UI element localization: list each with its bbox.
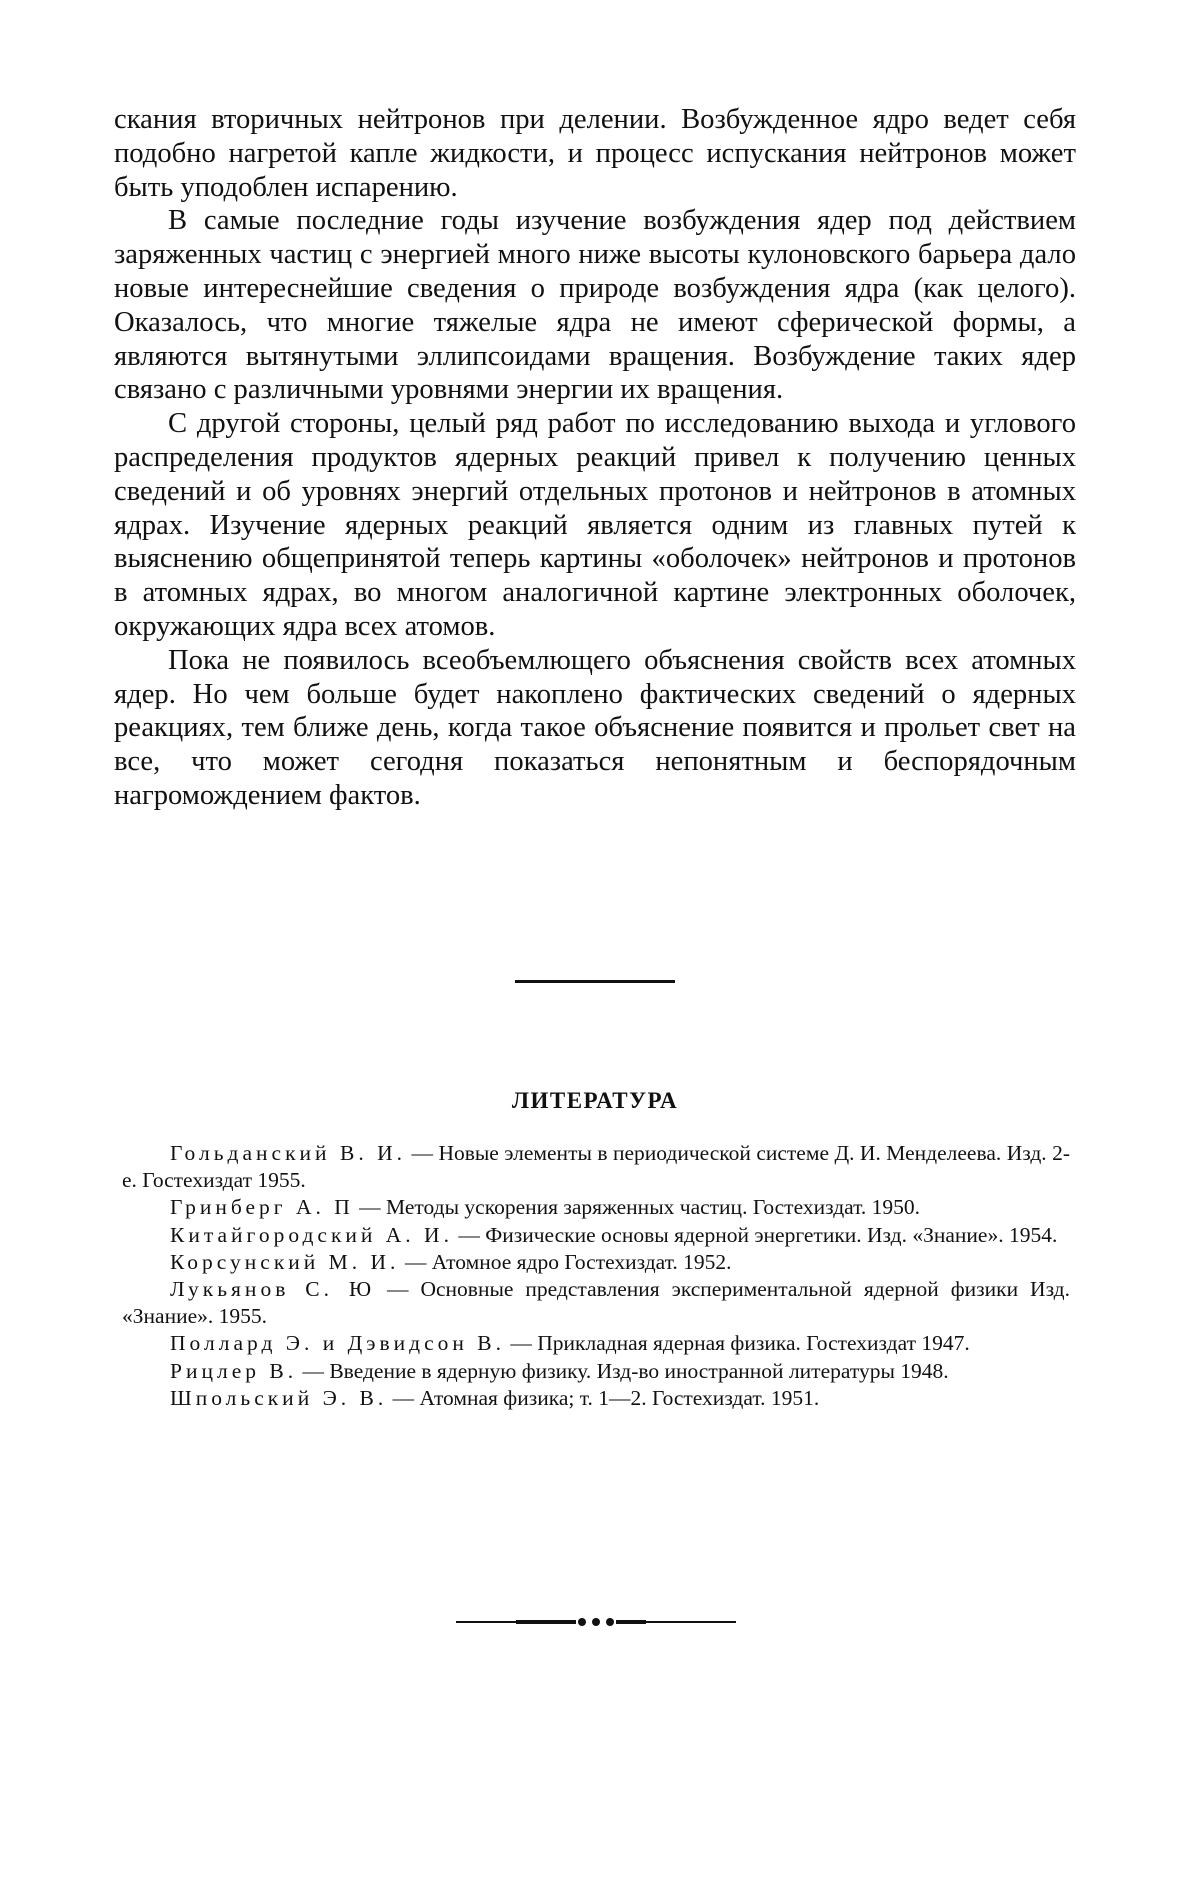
reference-text: — Основные представления экспериментальной ядерной физики Изд. «Знание». 1955.: [122, 1277, 1070, 1328]
reference-item: [122, 1276, 1070, 1330]
references-heading: ЛИТЕРАТУРА: [0, 1088, 1190, 1114]
reference-text: — Атомное ядро Гостехиздат. 1952.: [399, 1250, 731, 1274]
ornament-dot-3: [606, 1618, 614, 1626]
paragraph-continuation: скания вторичных нейтронов при делении. Возбужденное ядро ведет себя подобно нагретой капле жидкости, и процесс испускания нейтронов может быть уподоблен испарению.: [114, 103, 1076, 204]
reference-item: [122, 1194, 1070, 1221]
paragraph-nuclear-shape: В самые последние годы изучение возбуждения ядер под действием заряженных частиц с энергией много ниже высоты кулоновского барьера дало новые интереснейшие сведения о природе возбуждения ядра (как целого). Оказалось, что многие тяжелые ядра не имеют сферической формы, а являются вытянутыми эллипсоидами вращения. Возбуждение таких ядер связано с различными уровнями энергии их вращения.: [114, 204, 1076, 407]
reference-author: Гольданский В. И.: [170, 1141, 406, 1165]
reference-text: — Введение в ядерную физику. Изд-во иностранной литературы 1948.: [297, 1359, 949, 1383]
paragraph-conclusion: Пока не появилось всеобъемлющего объяснения свойств всех атомных ядер. Но чем больше будет накоплено фактических сведений о ядерных реакциях, тем ближе день, когда такое объяснение появится и прольет свет на все, что может сегодня показаться непонятным и беспорядочным нагромождением фактов.: [114, 644, 1076, 813]
paragraph-shell-model: С другой стороны, целый ряд работ по исследованию выхода и углового распределения продуктов ядерных реакций привел к получению ценных сведений и об уровнях энергий отдельных протонов и нейтронов в атомных ядрах. Изучение ядерных реакций является одним из главных путей к выяснению общепринятой теперь картины «оболочек» нейтронов и протонов в атомных ядрах, во многом аналогичной картине электронных оболочек, окружающих ядра всех атомов.: [114, 407, 1076, 644]
reference-item: [122, 1249, 1070, 1276]
reference-author: Гринберг А. П: [170, 1195, 354, 1219]
reference-author: Лукьянов С. Ю: [170, 1277, 375, 1301]
ornament-thick-left: [516, 1620, 576, 1624]
reference-author: Китайгородский А. И.: [170, 1223, 453, 1247]
reference-item: [122, 1222, 1070, 1249]
book-page: [0, 0, 1200, 1897]
reference-item: [122, 1358, 1070, 1385]
section-divider: [515, 980, 675, 983]
ornament-dot-1: [578, 1618, 586, 1626]
reference-item: [122, 1385, 1070, 1412]
reference-author: Рицлер В.: [170, 1359, 297, 1383]
reference-text: — Прикладная ядерная физика. Гостехиздат 1947.: [505, 1331, 970, 1355]
reference-item: [122, 1140, 1070, 1194]
reference-text: — Новые элементы в периодической системе Д. И. Менделеева. Изд. 2-е. Гостехиздат 1955.: [122, 1141, 1070, 1192]
reference-text: — Атомная физика; т. 1—2. Гостехиздат. 1951.: [387, 1386, 819, 1410]
ornament-thick-right: [616, 1620, 646, 1624]
reference-text: — Методы ускорения заряженных частиц. Гостехиздат. 1950.: [354, 1195, 920, 1219]
reference-author: Шпольский Э. В.: [170, 1386, 387, 1410]
body-text: [114, 103, 1076, 813]
reference-item: [122, 1330, 1070, 1357]
references-list: [122, 1140, 1070, 1412]
reference-text: — Физические основы ядерной энергетики. Изд. «Знание». 1954.: [453, 1223, 1057, 1247]
ornament-dot-2: [592, 1618, 600, 1626]
end-ornament: [456, 1614, 736, 1630]
reference-author: Поллард Э. и Дэвидсон В.: [170, 1331, 505, 1355]
reference-author: Корсунский М. И.: [170, 1250, 399, 1274]
